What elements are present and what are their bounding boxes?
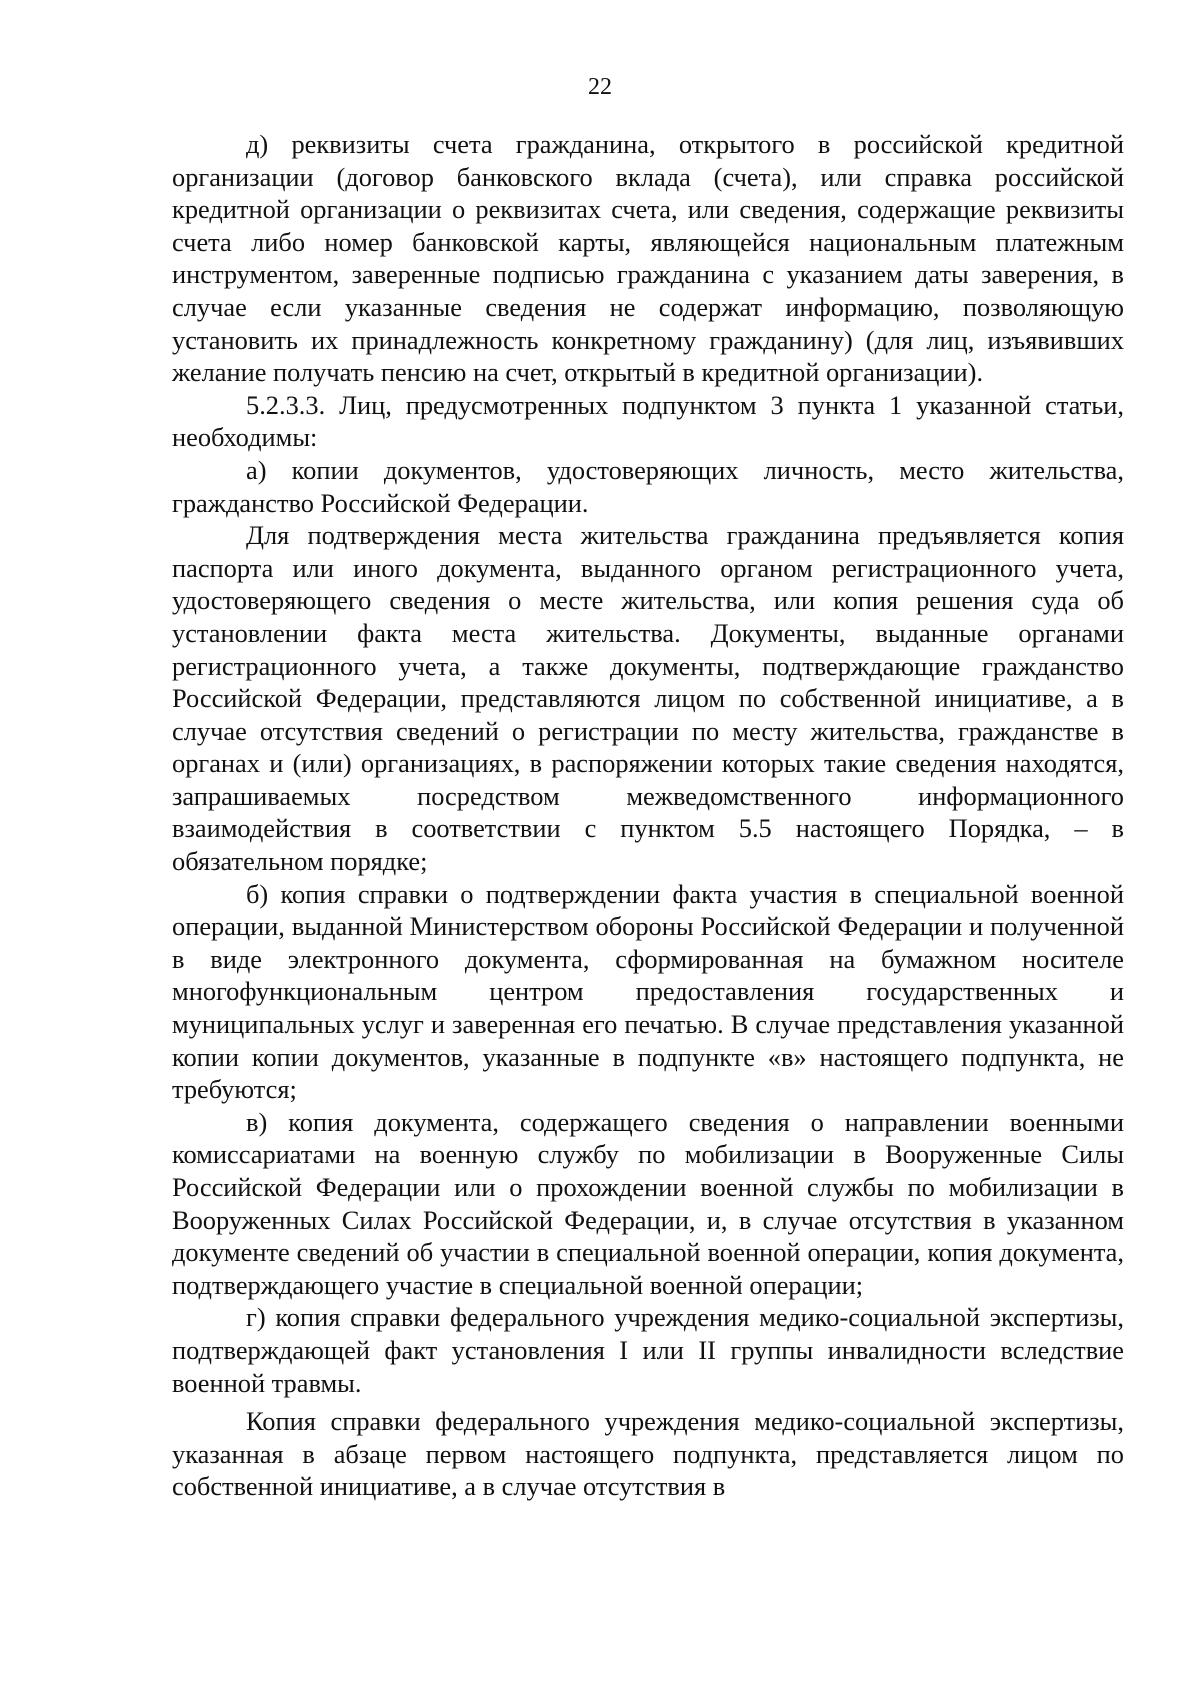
paragraph-residence-confirmation: Для подтверждения места жительства гражданина предъявляется копия паспорта или иного документа, выданного органом регистрационного учета, удостоверяющего сведения о месте жительства, или копия решения суда об установлении факта места жительства. Документы, выданные органами регистрационного учета, а также документы, подтверждающие гражданство Российской Федерации, представляются лицом по собственной инициативе, а в случае отсутствия сведений о регистрации по месту жительства, гражданстве в органах и (или) организациях, в распоряжении которых такие сведения находятся, запрашиваемых посредством межведомственного информационного взаимодействия в соответствии с пунктом 5.5 настоящего Порядка, – в обязательном порядке; (172, 520, 1124, 877)
document-body (172, 128, 1124, 1503)
paragraph-5-2-3-3: 5.2.3.3. Лиц, предусмотренных подпунктом 3 пункта 1 указанной статьи, необходимы: (172, 389, 1124, 453)
paragraph-d-account-details: д) реквизиты счета гражданина, открытого в российской кредитной организации (договор банковского вклада (счета), или справка российской кредитной организации о реквизитах счета, или сведения, содержащие реквизиты счета либо номер банковской карты, являющейся национальным платежным инструментом, заверенные подписью гражданина с указанием даты заверения, в случае если указанные сведения не содержат информацию, позволяющую установить их принадлежность конкретному гражданину) (для лиц, изъявивших желание получать пенсию на счет, открытый в кредитной организации). (172, 129, 1124, 388)
page-number: 22 (588, 74, 612, 100)
paragraph-v-mobilization-document: в) копия документа, содержащего сведения о направлении военными комиссариатами на военную службу по мобилизации в Вооруженные Силы Российской Федерации или о прохождении военной службы по мобилизации в Вооруженных Силах Российской Федерации, и, в случае отсутствия в указанном документе сведений об участии в специальной военной операции, копия документа, подтверждающего участие в специальной военной операции; (172, 1106, 1124, 1300)
paragraph-certificate-copy: Копия справки федерального учреждения медико-социальной экспертизы, указанная в абзаце первом настоящего подпункта, представляется лицом по собственной инициативе, а в случае отсутствия в (172, 1406, 1124, 1502)
paragraph-b-participation-certificate: б) копия справки о подтверждении факта участия в специальной военной операции, выданной Министерством обороны Российской Федерации и полученной в виде электронного документа, сформированная на бумажном носителе многофункциональным центром предоставления государственных и муниципальных услуг и заверенная его печатью. В случае представления указанной копии копии документов, указанные в подпункте «в» настоящего подпункта, не требуются; (172, 878, 1124, 1105)
paragraph-g-disability-certificate: г) копия справки федерального учреждения медико-социальной экспертизы, подтверждающей факт установления I или II группы инвалидности вследствие военной травмы. (172, 1302, 1124, 1398)
paragraph-a-identity-docs: а) копии документов, удостоверяющих личность, место жительства, гражданство Российской Федерации. (172, 454, 1124, 518)
